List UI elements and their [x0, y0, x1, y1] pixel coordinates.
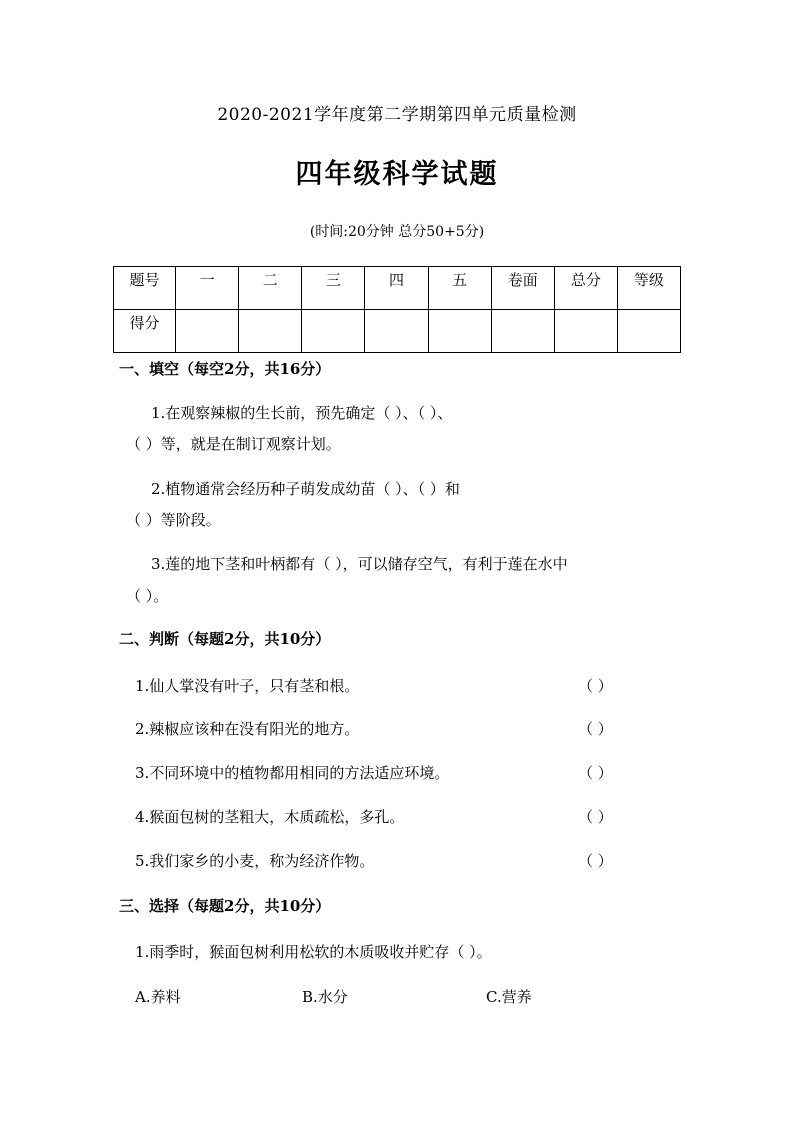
- fill-q1-line1: 1.在观察辣椒的生长前，预先确定（ ）、（ ）、: [151, 404, 453, 422]
- judge-answer-paren[interactable]: （ ）: [578, 677, 613, 695]
- score-table-header: 总分: [554, 267, 617, 310]
- judge-item-1: 1.仙人掌没有叶子，只有茎和根。: [135, 677, 360, 695]
- fill-q1-line2: （ ）等，就是在制订观察计划。: [126, 435, 341, 453]
- exam-subtitle: 2020-2021学年度第二学期第四单元质量检测: [217, 105, 577, 125]
- score-table-header: 等级: [617, 267, 680, 310]
- score-cell[interactable]: [491, 310, 554, 353]
- judge-answer-paren[interactable]: （ ）: [578, 852, 613, 870]
- judge-item-5: 5.我们家乡的小麦，称为经济作物。: [135, 852, 375, 870]
- score-table-score-row: [114, 310, 681, 353]
- exam-title: 四年级科学试题: [295, 159, 499, 190]
- score-table-header: 题号: [114, 267, 176, 310]
- fill-q2-line2: （ ）等阶段。: [126, 511, 221, 529]
- score-table-header: 三: [302, 267, 365, 310]
- score-table-header: 五: [428, 267, 491, 310]
- fill-q2-line1: 2.植物通常会经历种子萌发成幼苗（ ）、（ ）和: [151, 480, 460, 498]
- score-cell[interactable]: [554, 310, 617, 353]
- score-cell[interactable]: [617, 310, 680, 353]
- judge-item-4: 4.猴面包树的茎粗大，木质疏松，多孔。: [135, 808, 405, 826]
- score-label: 得分: [114, 310, 176, 353]
- score-table-header-row: [114, 267, 681, 310]
- section-fill-blank-heading: 一、填空（每空2分，共16分）: [119, 360, 331, 378]
- choice-option-b[interactable]: B.水分: [302, 988, 348, 1006]
- score-table-header: 二: [239, 267, 302, 310]
- choice-option-a[interactable]: A.养料: [135, 988, 181, 1006]
- judge-item-3: 3.不同环境中的植物都用相同的方法适应环境。: [135, 764, 450, 782]
- exam-info: (时间:20分钟 总分50+5分): [309, 224, 485, 240]
- score-table-header: 一: [176, 267, 239, 310]
- choice-q1: 1.雨季时，猴面包树利用松软的木质吸收并贮存（ ）。: [135, 943, 492, 961]
- score-cell[interactable]: [302, 310, 365, 353]
- score-table-header: 四: [365, 267, 428, 310]
- score-cell[interactable]: [239, 310, 302, 353]
- section-judge-heading: 二、判断（每题2分，共10分）: [119, 630, 331, 648]
- section-choice-heading: 三、选择（每题2分，共10分）: [119, 897, 331, 915]
- fill-q3-line2: （ ）。: [126, 587, 169, 605]
- judge-answer-paren[interactable]: （ ）: [578, 764, 613, 782]
- judge-item-2: 2.辣椒应该种在没有阳光的地方。: [135, 720, 360, 738]
- fill-q3-line1: 3.莲的地下茎和叶柄都有（ ），可以储存空气，有利于莲在水中: [151, 555, 568, 573]
- judge-answer-paren[interactable]: （ ）: [578, 720, 613, 738]
- score-cell[interactable]: [176, 310, 239, 353]
- choice-option-c[interactable]: C.营养: [486, 988, 532, 1006]
- score-table-header: 卷面: [491, 267, 554, 310]
- score-cell[interactable]: [365, 310, 428, 353]
- score-cell[interactable]: [428, 310, 491, 353]
- judge-answer-paren[interactable]: （ ）: [578, 808, 613, 826]
- score-table: [113, 266, 681, 353]
